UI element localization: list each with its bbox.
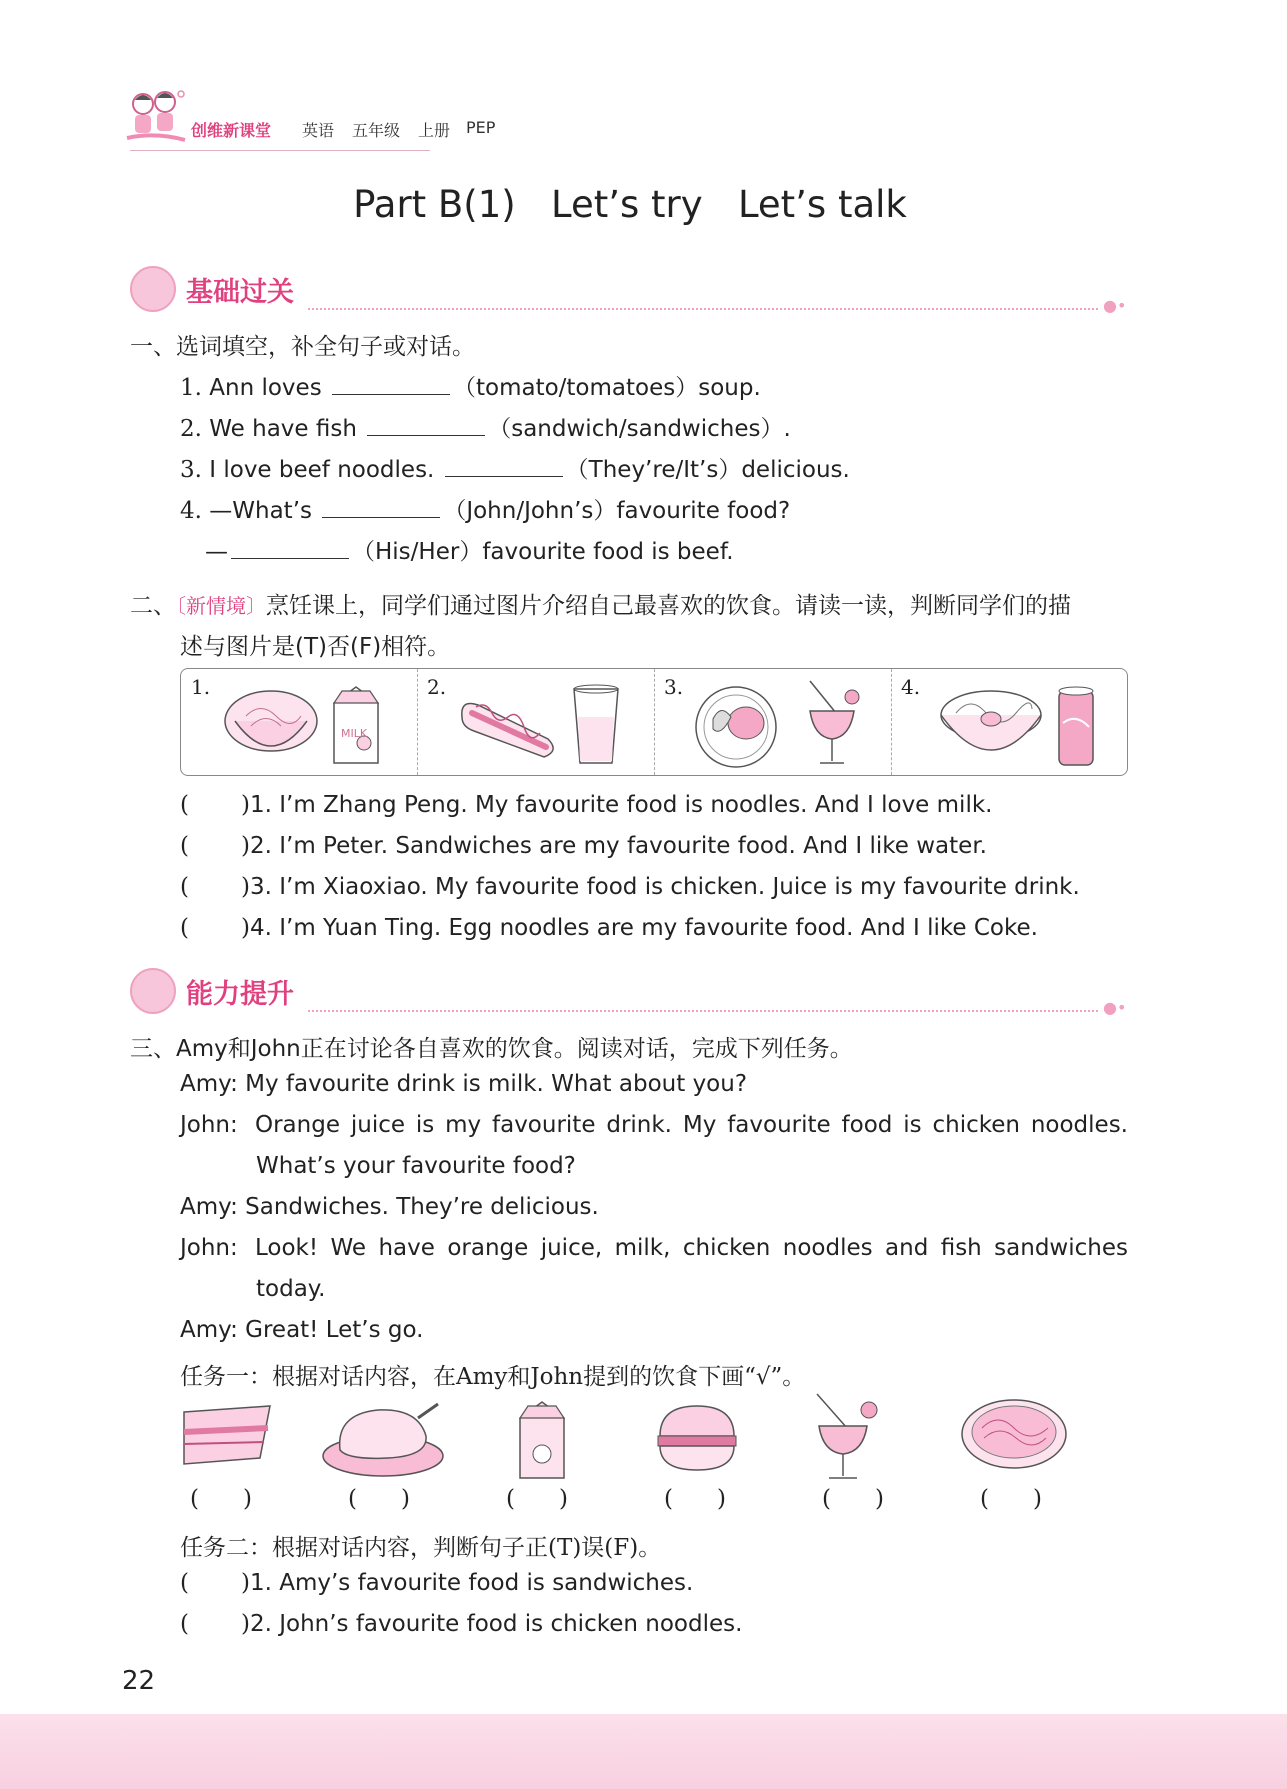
dots-icon: ●• (1103, 998, 1127, 1017)
dialogue-line-cont: What’s your favourite food? (256, 1153, 576, 1179)
noodles-bowl-icon (958, 1396, 1070, 1480)
header (125, 88, 525, 148)
speaker: John: (180, 1235, 238, 1261)
juice-glass-icon (796, 675, 866, 771)
panel-number: 3. (664, 675, 684, 699)
dialogue-line: Amy: Sandwiches. They’re delicious. (180, 1194, 599, 1220)
dialogue-line: John: Look! We have orange juice, milk, chicken noodles and fish sandwiches (180, 1235, 1128, 1261)
task1-paren[interactable]: ( ) (348, 1486, 410, 1512)
answer-blank[interactable] (367, 412, 485, 436)
dialogue-line: Amy: Great! Let’s go. (180, 1317, 424, 1343)
section-heading: 能力提升 (186, 979, 294, 1010)
dialogue-line-cont: today. (256, 1276, 326, 1302)
item-number: 2. (180, 416, 202, 442)
task1-paren[interactable]: ( ) (190, 1486, 252, 1512)
dotted-divider (308, 1010, 1098, 1012)
q2-statement: ( )4. I’m Yuan Ting. Egg noodles are my favourite food. And I like Coke. (180, 915, 1038, 941)
task2-statement: ( )2. John’s favourite food is chicken noodles. (180, 1611, 743, 1637)
panel-number: 2. (427, 675, 447, 699)
page-number: 22 (122, 1666, 156, 1696)
task1-paren[interactable]: ( ) (506, 1486, 568, 1512)
coke-can-icon (1051, 683, 1101, 769)
item-number: 1. (180, 375, 202, 401)
subject: 英语 (302, 121, 335, 140)
dots-icon: ●• (1103, 296, 1127, 315)
section-banner-advanced (128, 966, 1128, 1016)
item-number: 3. (180, 457, 202, 483)
task1-instruction: 任务一：根据对话内容，在Amy和John提到的饮食下画“√”。 (180, 1364, 806, 1390)
footer-band (0, 1714, 1287, 1789)
burger-icon (652, 1400, 742, 1480)
q1-item: — （His/Her）favourite food is beef. (205, 533, 734, 566)
answer-paren[interactable]: ( ) (180, 792, 250, 818)
answer-paren[interactable]: ( ) (180, 833, 250, 859)
roast-chicken-icon (318, 1396, 448, 1480)
sandwich-icon (178, 1398, 278, 1478)
grade: 五年级 (352, 121, 401, 140)
answer-paren[interactable]: ( ) (180, 915, 250, 941)
section-banner-basic (128, 264, 1128, 314)
milk-carton-icon (512, 1396, 572, 1482)
q2-instruction-cont: 述与图片是(T)否(F)相符。 (180, 634, 451, 660)
volume: 上册 (418, 121, 451, 140)
q1-item: 1. Ann loves （tomato/tomatoes）soup. (180, 369, 761, 402)
section-heading: 基础过关 (186, 277, 294, 308)
page-title: Part B(1) Let’s try Let’s talk (353, 183, 907, 226)
dotted-divider (308, 308, 1098, 310)
answer-blank[interactable] (322, 494, 440, 518)
speaker: John: (180, 1112, 238, 1138)
hot-dog-icon (456, 687, 561, 767)
milk-label: MILK (341, 727, 368, 740)
noodles-bowl-icon (221, 681, 321, 767)
dialogue-line: John: Orange juice is my favourite drink. My favourite food is chicken noodles. (180, 1112, 1128, 1138)
task1-paren[interactable]: ( ) (664, 1486, 726, 1512)
task1-paren[interactable]: ( ) (822, 1486, 884, 1512)
item-number: 4. (180, 498, 202, 524)
water-glass-icon (566, 683, 626, 769)
q3-instruction: 三、Amy和John正在讨论各自喜欢的饮食。阅读对话，完成下列任务。 (130, 1036, 853, 1062)
girl-avatar-icon (130, 968, 176, 1014)
girl-avatar-icon (130, 266, 176, 312)
brand-name: 创维新课堂 (191, 121, 272, 140)
milk-carton-icon (326, 681, 386, 767)
q2-statement: ( )2. I’m Peter. Sandwiches are my favourite food. And I like water. (180, 833, 987, 859)
answer-blank[interactable] (231, 535, 349, 559)
q1-item: 3. I love beef noodles. （They’re/It’s）delicious. (180, 451, 850, 484)
panel-number: 4. (901, 675, 921, 699)
q1-instruction: 一、选词填空，补全句子或对话。 (130, 334, 475, 360)
speaker: Amy: (180, 1071, 238, 1097)
q2-statement: ( )3. I’m Xiaoxiao. My favourite food is chicken. Juice is my favourite drink. (180, 874, 1080, 900)
answer-paren[interactable]: ( ) (180, 1570, 250, 1596)
kids-logo-icon (125, 88, 189, 150)
panel-number: 1. (191, 675, 211, 699)
task2-statement: ( )1. Amy’s favourite food is sandwiches. (180, 1570, 694, 1596)
q1-item: 4. —What’s （John/John’s）favourite food? (180, 492, 790, 525)
q1-item: 2. We have fish （sandwich/sandwiches）. (180, 410, 791, 443)
task1-paren[interactable]: ( ) (980, 1486, 1042, 1512)
header-underline (130, 150, 430, 151)
answer-blank[interactable] (445, 453, 563, 477)
answer-blank[interactable] (332, 371, 450, 395)
chicken-plate-icon (691, 683, 781, 769)
new-context-tag: 〔新情境〕 (176, 594, 266, 618)
juice-glass-icon (805, 1390, 885, 1486)
task2-instruction: 任务二：根据对话内容，判断句子正(T)误(F)。 (180, 1535, 662, 1561)
edition: PEP (466, 118, 496, 137)
q2-statement: ( )1. I’m Zhang Peng. My favourite food is noodles. And I love milk. (180, 792, 993, 818)
answer-paren[interactable]: ( ) (180, 1611, 250, 1637)
speaker: Amy: (180, 1317, 238, 1343)
egg-noodles-bowl-icon (936, 685, 1046, 765)
q2-instruction: 二、〔新情境〕烹饪课上，同学们通过图片介绍自己最喜欢的饮食。请读一读，判断同学们的描 (130, 593, 1071, 619)
answer-paren[interactable]: ( ) (180, 874, 250, 900)
picture-panel (180, 668, 1128, 776)
speaker: Amy: (180, 1194, 238, 1220)
dialogue-line: Amy: My favourite drink is milk. What about you? (180, 1071, 748, 1097)
